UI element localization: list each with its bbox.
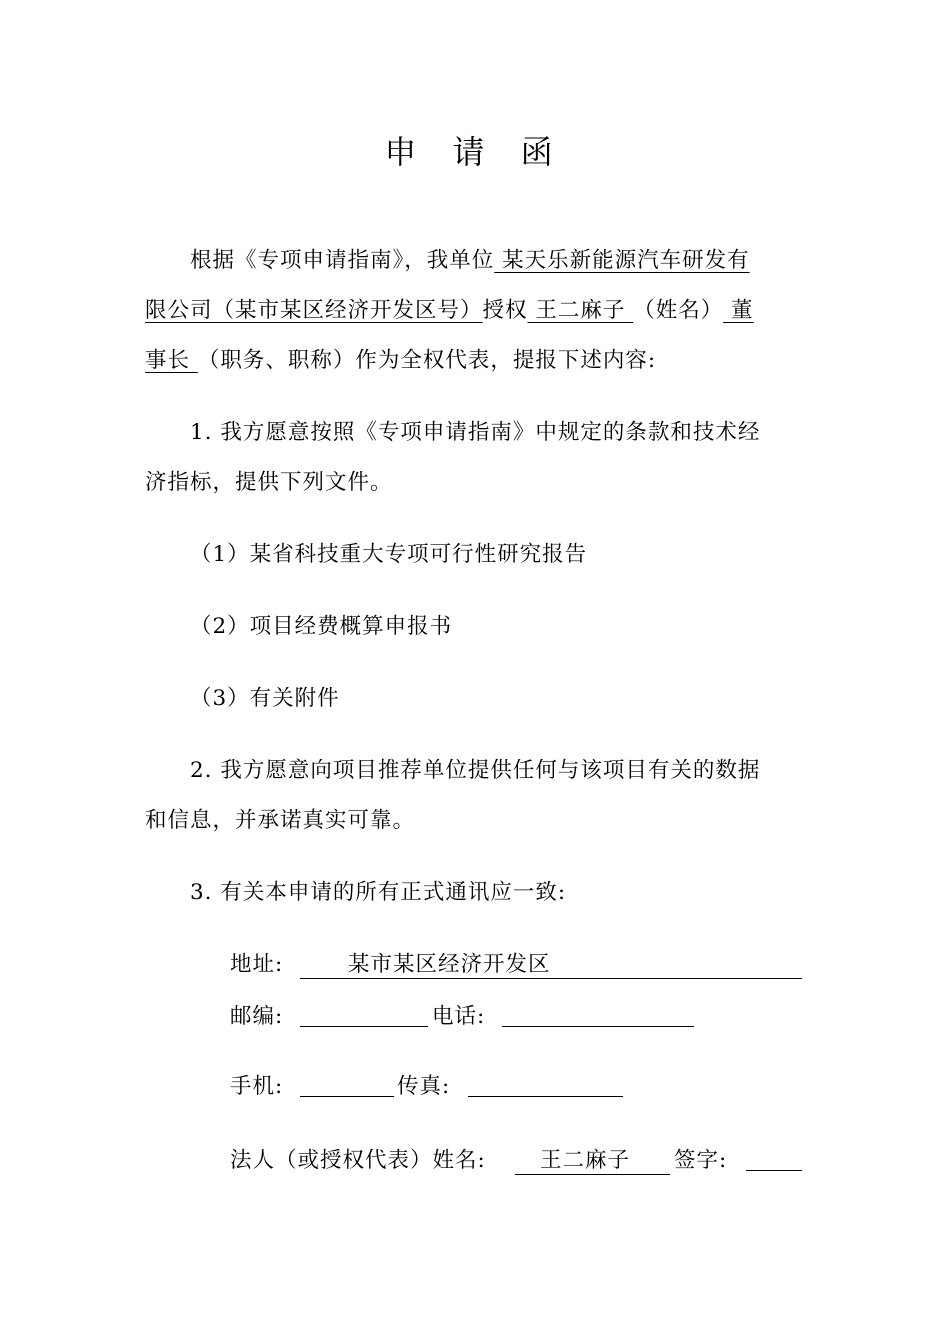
- address-label: 地址:: [230, 952, 284, 977]
- intro-line-3: [145, 350, 656, 372]
- item-1-line-1: 1. 我方愿意按照《专项申请指南》中规定的条款和技术经: [190, 420, 761, 445]
- legal-name-field: [515, 1150, 670, 1175]
- authorize-text: 授权: [482, 298, 528, 323]
- signature-field: [746, 1148, 802, 1171]
- phone-field: [502, 1004, 694, 1027]
- signature-label: 签字:: [674, 1148, 728, 1173]
- postcode-field: [300, 1004, 428, 1027]
- legal-name-label: 法人（或授权代表）姓名:: [230, 1148, 486, 1173]
- phone-label: 电话:: [432, 1004, 486, 1029]
- company-name-part-2: 限公司（某市某区经济开发区号）: [145, 298, 483, 323]
- intro-line-2: [145, 300, 754, 322]
- postcode-label: 邮编:: [230, 1004, 284, 1029]
- address-value: 某市某区经济开发区: [348, 952, 551, 977]
- mobile-label: 手机:: [230, 1074, 284, 1099]
- name-hint: （姓名）: [633, 298, 724, 323]
- document-item: （3）有关附件: [190, 686, 340, 711]
- representative-title-part-1: 董: [723, 298, 754, 323]
- title-hint: （职务、职称）作为全权代表，提报下述内容:: [197, 348, 657, 373]
- fax-label: 传真:: [397, 1074, 451, 1099]
- item-3-line: 3. 有关本申请的所有正式通讯应一致:: [190, 880, 567, 905]
- address-field: [300, 954, 802, 979]
- intro-line-1: [190, 250, 750, 272]
- item-1-line-2: 济指标，提供下列文件。: [145, 470, 393, 495]
- item-2-line-2: 和信息，并承诺真实可靠。: [145, 808, 416, 833]
- intro-text: 根据《专项申请指南》，我单位: [190, 248, 495, 273]
- representative-title-part-2: 事长: [145, 348, 198, 373]
- item-2-line-1: 2. 我方愿意向项目推荐单位提供任何与该项目有关的数据: [190, 758, 761, 783]
- legal-name-value: 王二麻子: [540, 1148, 631, 1173]
- mobile-field: [300, 1074, 394, 1097]
- document-item: （1）某省科技重大专项可行性研究报告: [190, 542, 588, 567]
- document-item: （2）项目经费概算申报书: [190, 614, 453, 639]
- company-name-part-1: 某天乐新能源汽车研发有: [494, 248, 750, 273]
- representative-name: 王二麻子: [527, 298, 634, 323]
- fax-field: [468, 1074, 623, 1097]
- page-title: 申 请 函: [384, 133, 566, 171]
